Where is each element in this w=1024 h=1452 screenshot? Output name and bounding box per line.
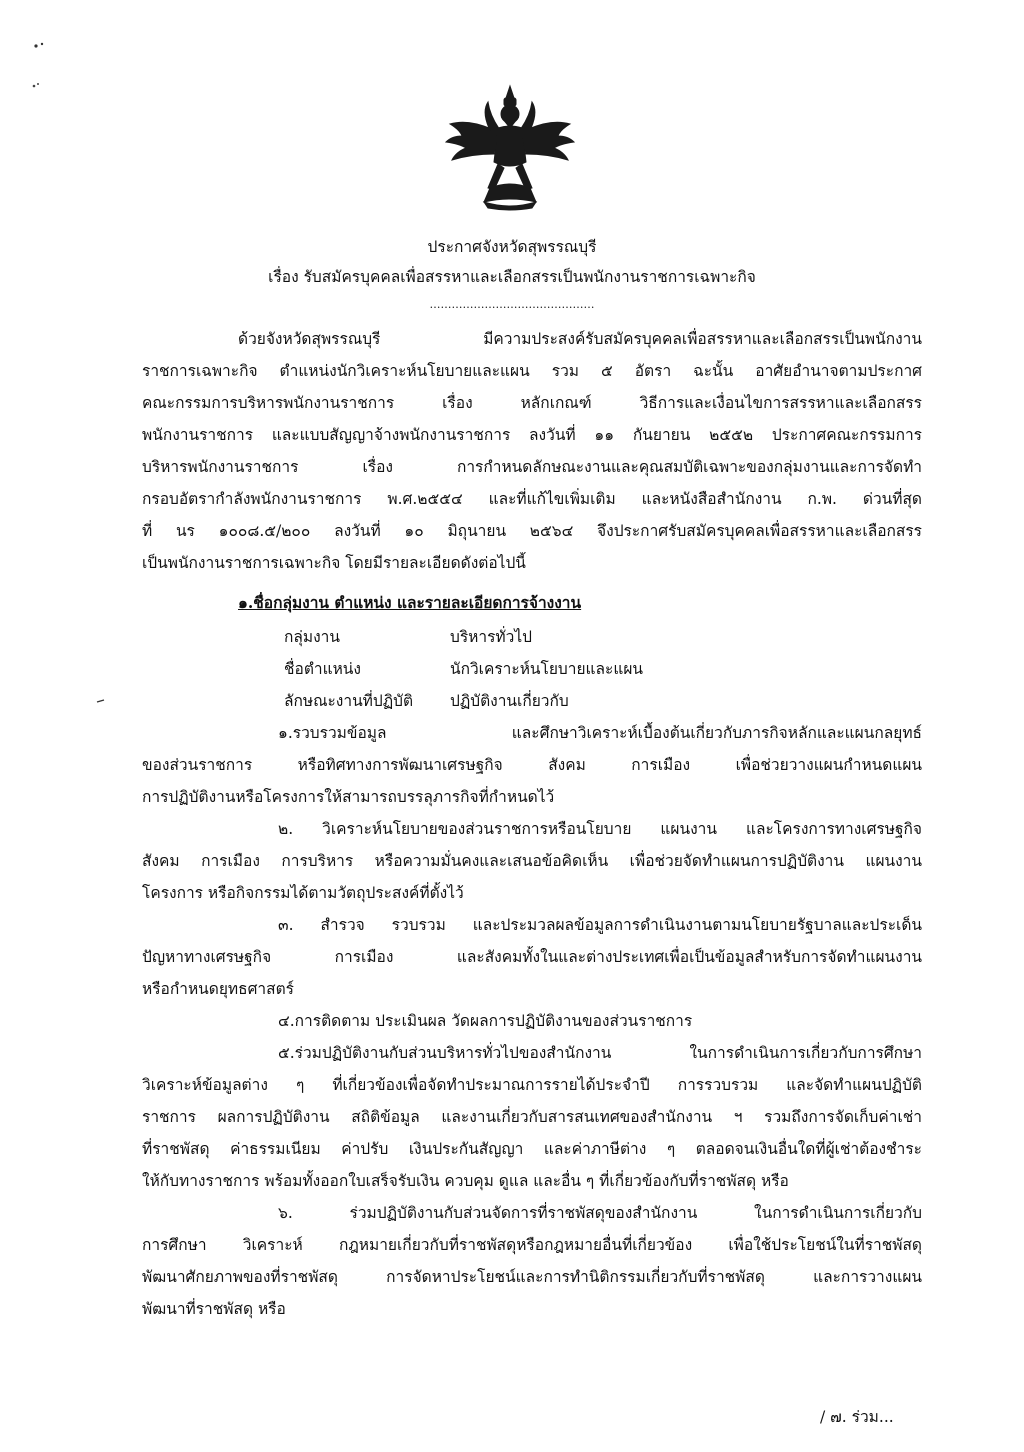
garuda-emblem-icon	[440, 84, 580, 212]
duty-item-1-line: ๑.รวบรวมข้อมูล และศึกษาวิเคราะห์เบื้องต้นเกี่ยวกับภารกิจหลักและแผนกลยุทธ์	[278, 724, 922, 742]
intro-line: เป็นพนักงานราชการเฉพาะกิจ โดยมีรายละเอียดดังต่อไปนี้	[142, 554, 526, 572]
page-continuation: / ๗. ร่วม...	[820, 1408, 894, 1426]
duty-item-1-line: การปฏิบัติงานหรือโครงการให้สามารถบรรลุภารกิจที่กำหนดไว้	[142, 788, 555, 806]
duty-item-2-line: โครงการ หรือกิจกรรมได้ตามวัตถุประสงค์ที่ตั้งไว้	[142, 884, 464, 902]
duty-item-5-line: ให้กับทางราชการ พร้อมทั้งออกใบเสร็จรับเงิน ควบคุม ดูแล และอื่น ๆ ที่เกี่ยวข้องกับที่ราชพัสดุ หรือ	[142, 1172, 789, 1190]
field-value-group: บริหารทั่วไป	[450, 628, 532, 646]
duty-item-5-line: ที่ราชพัสดุ ค่าธรรมเนียม ค่าปรับ เงินประกันสัญญา และค่าภาษีต่าง ๆ ตลอดจนเงินอื่นใดที่ผู้เช่าต้องชำระ	[142, 1140, 922, 1158]
duty-item-5-line: ๕.ร่วมปฏิบัติงานกับส่วนบริหารทั่วไปของสำนักงาน ในการดำเนินการเกี่ยวกับการศึกษา	[278, 1044, 922, 1062]
intro-line: บริหารพนักงานราชการ เรื่อง การกำหนดลักษณะงานและคุณสมบัติเฉพาะของกลุ่มงานและการจัดทำ	[142, 458, 922, 476]
header-separator: ………………………………………	[429, 298, 595, 311]
intro-line: คณะกรรมการบริหารพนักงานราชการ เรื่อง หลักเกณฑ์ วิธีการและเงื่อนไขการสรรหาและเลือกสรร	[142, 394, 922, 412]
intro-line: กรอบอัตรากำลังพนักงานราชการ พ.ศ.๒๕๕๔ และที่แก้ไขเพิ่มเติม และหนังสือสำนักงาน ก.พ. ด่วนที่สุด	[142, 490, 922, 508]
duty-item-5-line: ราชการ ผลการปฏิบัติงาน สถิติข้อมูล และงานเกี่ยวกับสารสนเทศของสำนักงาน ฯ รวมถึงการจัดเก็บค่าเช่า	[142, 1108, 922, 1126]
duty-item-1-line: ของส่วนราชการ หรือทิศทางการพัฒนาเศรษฐกิจ สังคม การเมือง เพื่อช่วยวางแผนกำหนดแผน	[142, 756, 922, 774]
duty-item-6-line: ๖. ร่วมปฏิบัติงานกับส่วนจัดการที่ราชพัสดุของสำนักงาน ในการดำเนินการเกี่ยวกับ	[278, 1204, 922, 1222]
field-value-position: นักวิเคราะห์นโยบายและแผน	[450, 660, 644, 678]
field-key-position: ชื่อตำแหน่ง	[284, 660, 361, 678]
duty-item-4-line: ๔.การติดตาม ประเมินผล วัดผลการปฏิบัติงานของส่วนราชการ	[278, 1012, 693, 1030]
duty-item-2-line: สังคม การเมือง การบริหาร หรือความมั่นคงและเสนอข้อคิดเห็น เพื่อช่วยจัดทำแผนการปฏิบัติงาน แผนงาน	[142, 852, 922, 870]
intro-line: ด้วยจังหวัดสุพรรณบุรี มีความประสงค์รับสมัครบุคคลเพื่อสรรหาและเลือกสรรเป็นพนักงาน	[238, 330, 922, 348]
duty-item-2-line: ๒. วิเคราะห์นโยบายของส่วนราชการหรือนโยบาย แผนงาน และโครงการทางเศรษฐกิจ	[278, 820, 922, 838]
intro-line: พนักงานราชการ และแบบสัญญาจ้างพนักงานราชการ ลงวันที่ ๑๑ กันยายน ๒๕๕๒ ประกาศคณะกรรมการ	[142, 426, 922, 444]
duty-item-3-line: ๓. สำรวจ รวบรวม และประมวลผลข้อมูลการดำเนินงานตามนโยบายรัฐบาลและประเด็น	[278, 916, 922, 934]
scan-speck-icon	[96, 698, 106, 704]
section-heading: ๑.ชื่อกลุ่มงาน ตำแหน่ง และรายละเอียดการจ้างงาน	[238, 593, 582, 612]
field-key-duty: ลักษณะงานที่ปฏิบัติ	[284, 692, 414, 710]
duty-item-5-line: วิเคราะห์ข้อมูลต่าง ๆ ที่เกี่ยวข้องเพื่อจัดทำประมาณการรายได้ประจำปี การรวบรวม และจัดทำแผนปฏิบัติ	[142, 1076, 922, 1094]
field-value-duty: ปฏิบัติงานเกี่ยวกับ	[450, 692, 569, 710]
intro-line: ราชการเฉพาะกิจ ตำแหน่งนักวิเคราะห์นโยบายและแผน รวม ๕ อัตรา ฉะนั้น อาศัยอำนาจตามประกาศ	[142, 362, 922, 380]
field-key-group: กลุ่มงาน	[284, 628, 340, 646]
intro-line: ที่ นร ๑๐๐๘.๕/๒๐๐ ลงวันที่ ๑๐ มิถุนายน ๒๕๖๔ จึงประกาศรับสมัครบุคคลเพื่อสรรหาและเลือกสรร	[142, 522, 922, 540]
duty-item-6-line: พัฒนาที่ราชพัสดุ หรือ	[142, 1300, 286, 1318]
duty-item-6-line: การศึกษา วิเคราะห์ กฎหมายเกี่ยวกับที่ราชพัสดุหรือกฎหมายอื่นที่เกี่ยวข้อง เพื่อใช้ประโยชน์ในที่ราชพัสดุ	[142, 1236, 922, 1254]
document-title: ประกาศจังหวัดสุพรรณบุรี	[427, 238, 597, 256]
scan-speck-icon	[28, 36, 58, 96]
document-subject: เรื่อง รับสมัครบุคคลเพื่อสรรหาและเลือกสรรเป็นพนักงานราชการเฉพาะกิจ	[268, 268, 756, 286]
duty-item-6-line: พัฒนาศักยภาพของที่ราชพัสดุ การจัดหาประโยชน์และการทำนิติกรรมเกี่ยวกับที่ราชพัสดุ และการวางแผน	[142, 1268, 922, 1286]
duty-item-3-line: หรือกำหนดยุทธศาสตร์	[142, 980, 294, 998]
duty-item-3-line: ปัญหาทางเศรษฐกิจ การเมือง และสังคมทั้งในและต่างประเทศเพื่อเป็นข้อมูลสำหรับการจัดทำแผนงาน	[142, 948, 922, 966]
